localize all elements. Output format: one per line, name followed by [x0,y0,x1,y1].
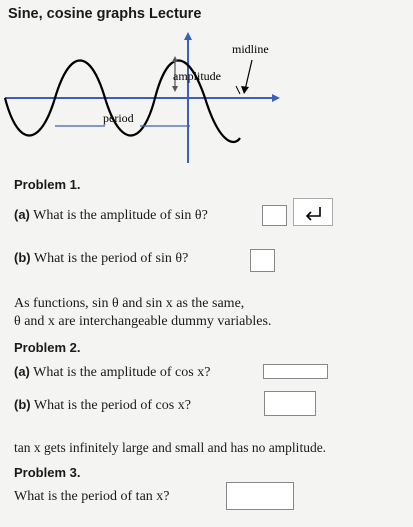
problem2-b-answer-box[interactable] [264,391,316,416]
part-a-tag: (a) [14,364,30,379]
part-a-question: What is the amplitude of sin θ? [33,208,208,223]
midline-tick [236,86,240,94]
problem3-heading: Problem 3. [14,465,81,480]
amplitude-label: amplitude [173,69,221,83]
part-b-tag: (b) [14,397,31,412]
problem2-part-a [14,364,210,381]
problem1-part-b [14,250,188,267]
problem1-heading: Problem 1. [14,177,81,192]
problem1-note-line1: As functions, sin θ and sin x as the same, [14,296,245,311]
period-label: period [103,111,134,125]
amplitude-arrowhead-down [172,86,178,92]
problem1-a-answer-box[interactable] [262,205,287,226]
page-title: Sine, cosine graphs Lecture [8,6,202,22]
problem2-a-answer-box[interactable] [263,364,328,379]
x-axis-arrow [272,94,280,102]
enter-key-button[interactable] [293,198,333,226]
problem3-answer-box[interactable] [226,482,294,510]
enter-icon [294,199,334,227]
midline-label: midline [232,42,269,56]
sine-diagram [0,28,300,163]
part-b-tag: (b) [14,250,31,265]
problem1-note-line2: θ and x are interchangeable dummy variables. [14,314,272,329]
y-axis-arrow [184,32,192,40]
problem1-part-a [14,207,208,224]
problem2-part-b [14,397,191,414]
midline-pointer [245,60,252,90]
problem3-question: What is the period of tan x? [14,489,170,504]
part-b-question: What is the period of cos x? [33,398,191,413]
part-b-question: What is the period of sin θ? [33,251,189,266]
problem2-note: tan x gets infinitely large and small and has no amplitude. [14,440,327,455]
midline-pointer-head [241,86,249,94]
part-a-tag: (a) [14,207,30,222]
problem1-b-answer-box[interactable] [250,249,275,272]
amplitude-arrowhead-up [172,56,178,62]
part-a-question: What is the amplitude of cos x? [33,365,211,380]
problem2-heading: Problem 2. [14,340,81,355]
